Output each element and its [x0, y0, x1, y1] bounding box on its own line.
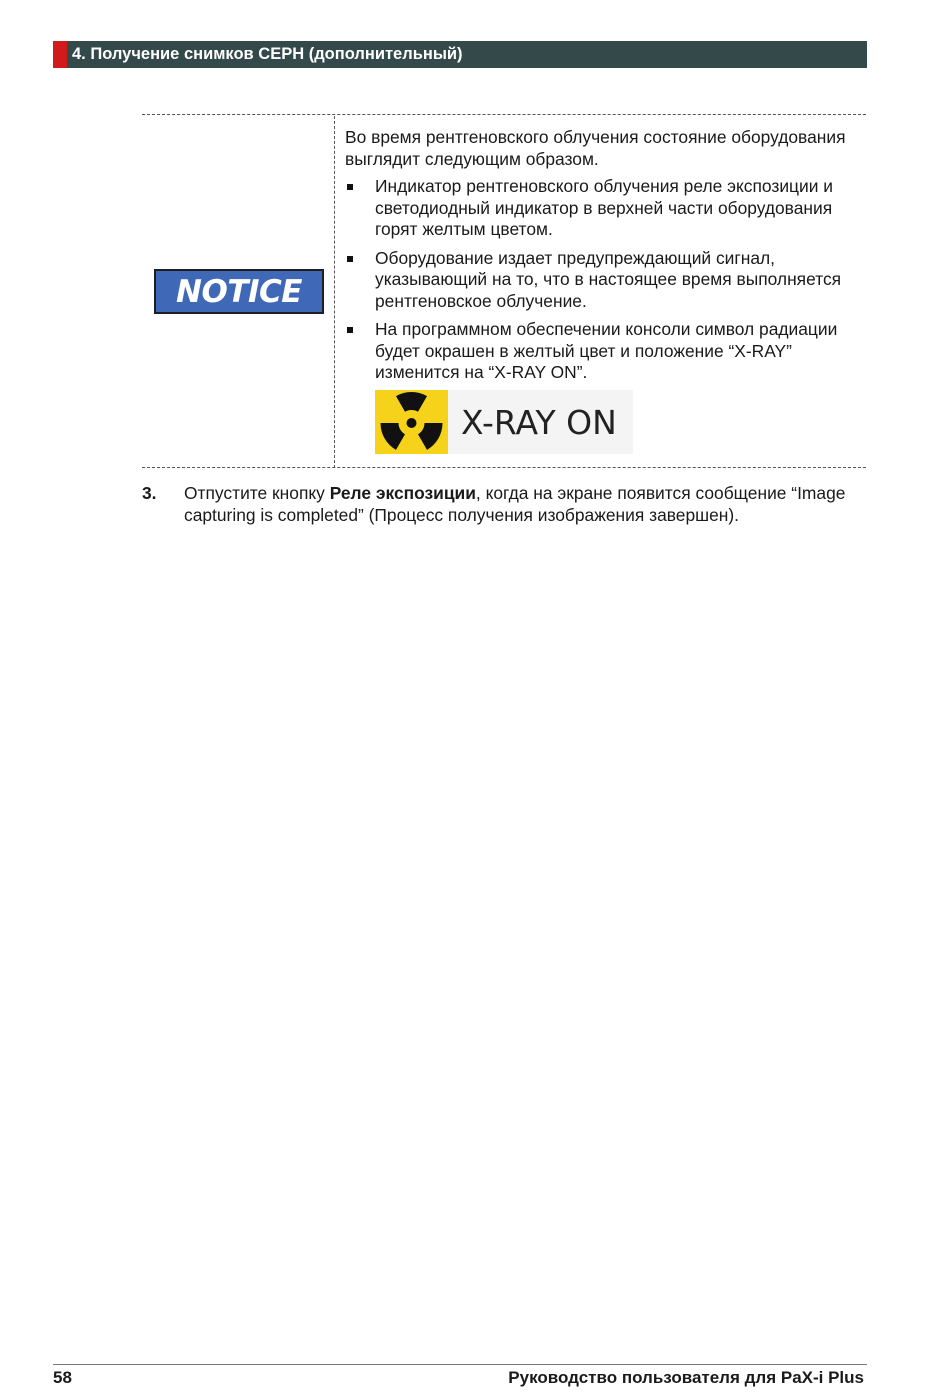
list-item: [345, 319, 855, 384]
header-accent: [53, 41, 67, 68]
radiation-icon: [375, 390, 448, 454]
notice-divider: [334, 116, 335, 468]
section-title: 4. Получение снимков CEPH (дополнительный): [72, 45, 463, 63]
section-header: [53, 41, 867, 68]
notice-top-rule: [142, 114, 866, 115]
bullet-icon: [347, 256, 353, 262]
notice-body: [345, 127, 855, 391]
document-title: Руководство пользователя для PaX-i Plus: [508, 1368, 864, 1387]
step-text: [184, 482, 862, 526]
step-text-before: Отпустите кнопку: [184, 483, 330, 503]
notice-badge: [154, 269, 324, 314]
step-3: [142, 482, 862, 526]
bullet-text: Оборудование издает предупреждающий сигнал, указывающий на то, что в настоящее время выполняется рентгеновское облучение.: [375, 247, 842, 311]
footer-rule: [53, 1364, 867, 1365]
xray-on-indicator: [375, 390, 633, 454]
step-number: 3.: [142, 483, 157, 503]
page-number: 58: [53, 1368, 72, 1387]
bullet-icon: [347, 327, 353, 333]
notice-intro: Во время рентгеновского облучения состояние оборудования выглядит следующим образом.: [345, 127, 846, 169]
xray-status-label: X-RAY ON: [461, 402, 617, 442]
bullet-icon: [347, 184, 353, 190]
notice-bottom-rule: [142, 467, 866, 468]
bullet-text: Индикатор рентгеновского облучения реле экспозиции и светодиодный индикатор в верхней части оборудования горят желтым цветом.: [375, 176, 833, 239]
step-text-after: , когда на экране появится сообщение “Image capturing is completed” (Процесс получения изображения завершен).: [184, 483, 846, 525]
exposure-relay-label: Реле экспозиции: [329, 483, 476, 503]
notice-label: NOTICE: [176, 273, 302, 310]
list-item: [345, 176, 855, 241]
list-item: [345, 248, 855, 313]
bullet-text: На программном обеспечении консоли символ радиации будет окрашен в желтый цвет и положение “X-RAY” изменится на “X-RAY ON”.: [375, 319, 838, 382]
